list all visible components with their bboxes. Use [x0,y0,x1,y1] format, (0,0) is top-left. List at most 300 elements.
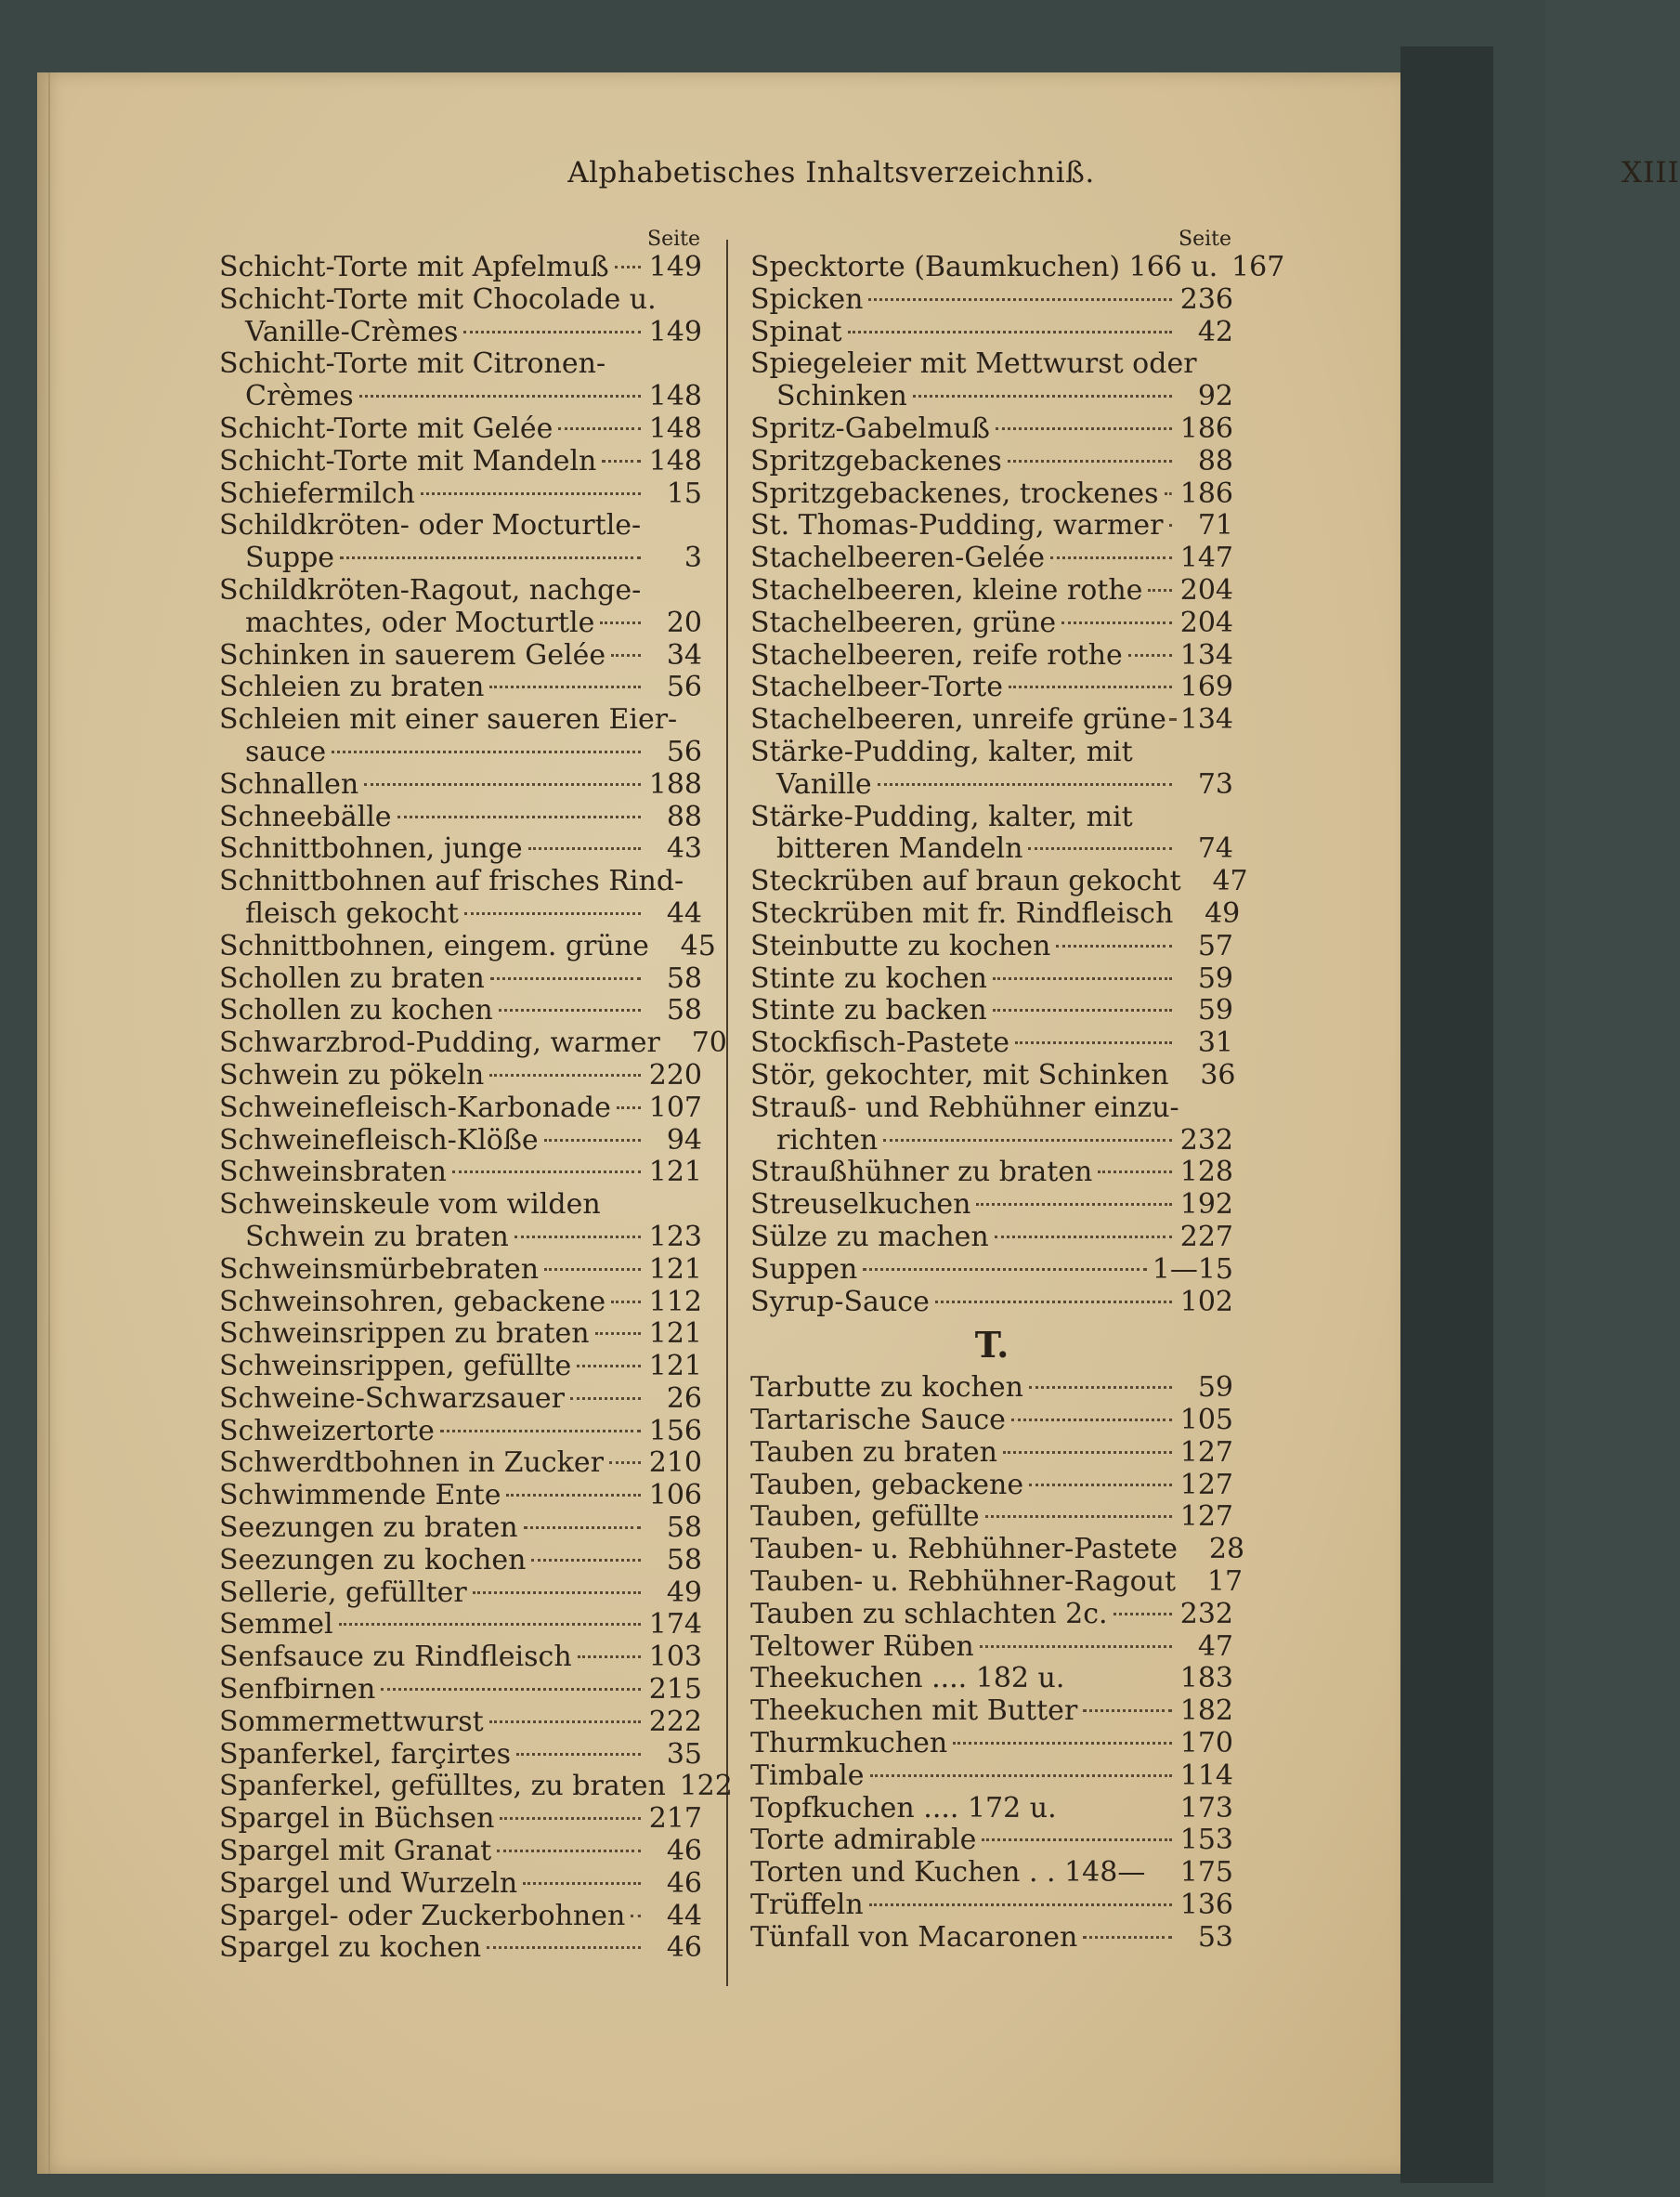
index-entry [750,802,1233,834]
index-entry [219,833,702,866]
dot-leader [913,394,1172,398]
entry-label: Schwein zu pökeln [219,1058,485,1092]
index-entry [750,317,1233,349]
index-entry [219,1609,702,1641]
index-entry [219,704,702,737]
entry-label: Strauß- und Rebhühner einzu- [750,1091,1179,1124]
dot-leader [985,1514,1172,1518]
entry-label: richten [776,1123,879,1157]
dot-leader [577,1364,641,1367]
entry-label: Schweine-Schwarzsauer [219,1381,565,1415]
index-entry [750,640,1233,673]
dot-leader [611,653,641,657]
index-column-left [219,228,733,1965]
entry-page-number: 45 [680,929,716,962]
entry-page-number: 103 [648,1641,702,1674]
entry-label: Tarbutte zu kochen [750,1371,1023,1405]
entry-page-number: 44 [666,1899,702,1932]
dot-leader [516,1752,641,1756]
entry-label: Steckrüben auf braun gekocht [750,865,1181,898]
entry-page-number: 156 [648,1414,702,1447]
entry-page-number: 47 [1197,1629,1233,1663]
entry-page-number: 121 [648,1252,702,1286]
entry-label: Schweinsohren, gebackene [219,1285,606,1318]
seite-label: Seite [1179,228,1231,251]
entry-page-number: 127 [1179,1468,1233,1501]
entry-page-number: 56 [666,671,702,704]
entry-label: Topfkuchen .... 172 u. [750,1791,1057,1824]
entry-label: Schinken in sauerem Gelée [219,638,606,672]
dot-leader [497,1849,641,1852]
entry-page-number: 217 [648,1802,702,1836]
index-entry [750,348,1233,381]
index-entry [219,575,702,608]
index-entry [750,1437,1233,1470]
entry-label: Straußhühner zu braten [750,1156,1093,1189]
dot-leader [558,426,641,430]
entry-page-number: 102 [1179,1285,1233,1318]
index-entry [219,510,702,543]
dot-leader [364,782,641,786]
entry-label: Tauben, gefüllte [750,1500,980,1534]
entry-page-number: 49 [666,1576,702,1609]
index-entry [750,478,1233,511]
entry-label: Timbale [750,1759,865,1792]
entry-label: Senfbirnen [219,1673,376,1707]
index-entry [750,865,1248,898]
entry-label: Streuselkuchen [750,1188,971,1222]
dot-leader [996,426,1172,430]
dot-leader [489,1073,641,1077]
dot-leader [500,1816,641,1820]
index-entry [750,1125,1233,1157]
index-entry [219,1836,702,1868]
index-entry [219,284,702,317]
entry-page-number: 236 [1179,282,1233,316]
entry-page-number: 58 [666,1543,702,1576]
index-entry [750,931,1233,963]
entry-label: Schildkröten-Ragout, nachge- [219,573,642,607]
entry-page-number: 20 [666,606,702,639]
entry-page-number: 232 [1179,1123,1233,1157]
index-entry [219,381,702,413]
entry-label: Schnallen [219,767,359,801]
entry-label: Schwerdtbohnen in Zucker [219,1446,604,1480]
entry-page-number: 123 [648,1220,702,1253]
entry-label: Tauben- u. Rebhühner-Pastete [750,1533,1179,1566]
index-entry [219,543,702,575]
dot-leader [1011,1418,1172,1421]
entry-page-number: 121 [648,1350,702,1383]
entry-label: Steinbutte zu kochen [750,929,1051,962]
dot-leader [617,1105,641,1109]
entry-label: Teltower Rüben [750,1629,974,1663]
dot-leader [848,330,1172,333]
index-entry [219,317,702,349]
entry-label: Stachelbeeren-Gelée [750,542,1046,575]
dot-leader [935,1300,1172,1303]
dot-leader [514,1235,641,1238]
dot-leader [863,1267,1146,1271]
entry-page-number: 34 [666,638,702,672]
entry-label: Theekuchen mit Butter [750,1694,1078,1728]
entry-label: Tauben zu braten [750,1435,997,1469]
entry-label: Theekuchen .... 182 u. [750,1662,1065,1695]
dot-leader [602,459,641,463]
dot-leader [595,1331,641,1335]
entry-page-number: 59 [1197,994,1233,1027]
index-entry [750,1760,1233,1793]
dot-leader [1061,621,1172,624]
index-entry [219,1545,702,1577]
entry-label: Trüffeln [750,1889,864,1922]
entry-page-number: 31 [1197,1027,1233,1060]
dot-leader [463,330,641,333]
index-entry [219,1287,702,1319]
index-entry [750,446,1233,478]
entry-label: St. Thomas-Pudding, warmer [750,509,1164,543]
entry-label: Stockfisch-Pastete [750,1027,1010,1060]
entry-label: Stachelbeeren, kleine rothe [750,573,1143,607]
entry-page-number: 210 [648,1446,702,1480]
entry-page-number: 149 [648,251,702,283]
entry-label: Torten und Kuchen . . 148— [750,1856,1146,1890]
entry-page-number: 57 [1197,929,1233,962]
entry-page-number: 46 [666,1931,702,1965]
dot-leader [421,491,641,495]
dot-leader [606,1205,641,1206]
index-entry [219,1868,702,1901]
entry-page-number: 42 [1197,315,1233,348]
index-entry [219,1318,702,1351]
entry-label: Suppe [245,542,335,575]
entry-label: Schnittbohnen, eingem. grüne [219,929,649,962]
dot-leader [340,556,641,559]
entry-label: Spargel zu kochen [219,1931,482,1965]
entry-label: Schwimmende Ente [219,1479,501,1512]
index-entry [750,1501,1233,1534]
dot-leader [609,1460,641,1464]
index-entry [750,1254,1233,1287]
entry-label: Schildkröten- oder Mocturtle- [219,509,642,543]
dot-leader [1083,1935,1172,1939]
dot-leader [1003,1450,1172,1454]
entry-label: Stinte zu kochen [750,961,987,995]
index-entry [219,1707,702,1739]
index-entry [750,704,1233,737]
dot-leader [1139,817,1172,818]
dot-leader [523,1881,641,1885]
entry-label: machtes, oder Mocturtle [245,606,595,639]
dot-leader [1056,944,1172,948]
entry-label: Seezungen zu kochen [219,1543,527,1576]
entry-label: Stachelbeeren, grüne [750,606,1057,639]
dot-leader [544,1138,641,1142]
entry-page-number: 43 [666,832,702,866]
entry-label: Tartarische Sauce [750,1404,1006,1437]
index-entry [219,1027,727,1060]
index-entry [750,1157,1233,1189]
dot-leader [464,911,641,915]
dot-leader [600,621,641,624]
dot-leader [397,815,641,818]
entry-label: Syrup-Sauce [750,1285,930,1318]
index-entry [219,802,702,834]
entry-page-number: 127 [1179,1435,1233,1469]
entry-page-number: 59 [1197,961,1233,995]
dot-leader [883,1138,1172,1142]
entry-label: Sellerie, gefüllter [219,1576,467,1609]
column-divider [726,240,728,1986]
entry-label: Stärke-Pudding, kalter, mit [750,735,1133,768]
entry-page-number: 88 [1197,444,1233,477]
index-entry [750,1695,1233,1728]
entry-label: Schinken [776,380,907,413]
dot-leader [499,1008,641,1012]
entry-label: Spritz-Gabelmuß [750,412,990,445]
dot-leader [615,265,641,268]
index-entry [750,995,1233,1027]
entry-page-number: 192 [1179,1188,1233,1222]
dot-leader [611,364,641,365]
entry-page-number: 105 [1179,1404,1233,1437]
entry-label: Schweinsmürbebraten [219,1252,540,1286]
dot-leader [544,1267,641,1271]
entry-page-number: 182 [1179,1694,1233,1728]
index-entry [219,737,702,769]
dot-leader [440,1429,641,1432]
entry-page-number: 186 [1179,412,1233,445]
index-entry [219,1803,702,1836]
entry-page-number: 147 [1179,542,1233,575]
entry-label: Stachelbeer-Torte [750,671,1003,704]
entry-label: Spargel- oder Zuckerbohnen [219,1899,626,1932]
entry-page-number: 47 [1212,865,1248,898]
dot-leader [995,1235,1172,1238]
dot-leader [490,976,641,980]
entry-page-number: 148 [648,412,702,445]
dot-leader [1050,556,1172,559]
dot-leader [1028,846,1172,850]
entry-page-number: 56 [666,735,702,768]
entry-page-number: 175 [1179,1856,1233,1890]
index-entry [219,1480,702,1512]
entry-page-number: 121 [648,1156,702,1189]
dot-leader [578,1654,641,1658]
entry-page-number: 53 [1197,1920,1233,1954]
entry-label: Senfsauce zu Rindfleisch [219,1641,572,1674]
index-entry [219,1512,702,1545]
entry-label: Specktorte (Baumkuchen) 166 u. [750,251,1218,283]
dot-leader [1148,588,1172,592]
entry-label: bitteren Mandeln [776,832,1023,866]
dot-leader [332,750,641,753]
entry-label: Spanferkel, gefülltes, zu braten [219,1770,666,1803]
entry-label: Vanille [776,767,872,801]
entry-page-number: 153 [1179,1824,1233,1857]
entry-label: Schweizertorte [219,1414,435,1447]
page-number: XIII [1621,156,1680,190]
index-entry [750,1922,1233,1955]
entry-page-number: 127 [1179,1500,1233,1534]
entry-page-number: 186 [1179,477,1233,510]
dot-leader [868,297,1172,301]
index-entry [750,413,1233,446]
index-entry [219,1092,702,1125]
entry-page-number: 49 [1205,896,1241,930]
entry-page-number: 71 [1197,509,1233,543]
entry-label: Schweinsrippen, gefüllte [219,1350,572,1383]
dot-leader [878,782,1172,786]
dot-leader [1083,1708,1172,1712]
entry-page-number: 134 [1179,638,1233,672]
index-entry [219,478,702,511]
dot-leader [1128,653,1172,657]
index-entry [750,510,1233,543]
entry-label: Spargel mit Granat [219,1835,492,1868]
page-gutter [48,72,50,2174]
index-column-right [750,228,1285,1955]
index-entry [219,1189,702,1222]
index-entry [219,1577,702,1610]
entry-page-number: 148 [648,444,702,477]
entry-label: Seezungen zu braten [219,1511,518,1545]
index-entry [219,1157,702,1189]
entry-label: Schicht-Torte mit Citronen- [219,347,606,381]
page-header [483,156,1680,193]
entry-label: Crèmes [245,380,354,413]
entry-label: Schweinefleisch-Klöße [219,1123,539,1157]
dot-leader [611,1300,641,1303]
dot-leader [1062,1809,1172,1810]
entry-label: Sommermettwurst [219,1705,484,1738]
entry-label: Spinat [750,315,842,348]
index-entry [750,1631,1233,1664]
entry-page-number: 122 [679,1770,733,1803]
entry-page-number: 46 [666,1835,702,1868]
entry-label: Schicht-Torte mit Apfelmuß [219,251,609,283]
index-entry [219,1383,702,1416]
seite-label: Seite [647,228,700,251]
entry-label: Spritzgebackenes, trockenes [750,477,1159,510]
entry-page-number: 58 [666,994,702,1027]
index-entry [750,608,1233,640]
dot-leader [1029,1385,1172,1389]
index-entry [219,640,702,673]
dot-leader [1070,1679,1172,1680]
dot-leader [631,1914,641,1917]
index-entry [219,1416,702,1448]
entry-label: Tauben- u. Rebhühner-Ragout [750,1565,1177,1599]
dot-leader [452,1170,641,1173]
entry-label: Schiefermilch [219,477,415,510]
dot-leader [976,1202,1172,1206]
page-title: Alphabetisches Inhaltsverzeichniß. [567,156,1095,190]
index-entry [219,963,702,996]
entry-label: Schicht-Torte mit Mandeln [219,444,597,477]
index-entry [219,1901,702,1933]
index-entry [750,1728,1233,1760]
entry-page-number: 36 [1200,1058,1236,1092]
dot-leader [487,1945,641,1949]
entry-label: Schweinefleisch-Karbonade [219,1091,611,1124]
entry-label: Spanferkel, farçirtes [219,1737,512,1771]
index-entry [750,963,1233,996]
entry-label: Spritzgebackenes [750,444,1002,477]
entry-label: Tauben, gebackene [750,1468,1024,1501]
index-entry [750,1663,1233,1695]
dot-leader [531,1558,641,1562]
entry-page-number: 107 [648,1091,702,1124]
entry-page-number: 15 [666,477,702,510]
index-entry [219,413,702,446]
entry-page-number: 227 [1179,1220,1233,1253]
entry-label: Stör, gekochter, mit Schinken [750,1058,1169,1092]
index-entry [750,1824,1233,1857]
dot-leader [993,1008,1172,1012]
dot-leader [339,1622,641,1626]
entry-page-number: 220 [648,1058,702,1092]
index-entry [750,1287,1233,1319]
index-entry [219,1932,702,1965]
entry-label: Stachelbeeren, unreife grüne [750,703,1166,737]
entry-label: Schollen zu braten [219,961,485,995]
dot-leader [528,846,641,850]
dot-leader [1008,459,1172,463]
entry-page-number: 74 [1197,832,1233,866]
entry-label: Tauben zu schlachten 2c. [750,1597,1108,1630]
dot-leader [489,1720,641,1723]
entry-page-number: 170 [1179,1727,1233,1760]
index-entry [750,575,1233,608]
entry-page-number: 188 [648,767,702,801]
dot-leader [381,1687,641,1691]
index-entry [750,381,1233,413]
index-entry [219,252,702,284]
entry-label: Schicht-Torte mit Chocolade u. [219,282,657,316]
entry-page-number: 17 [1206,1565,1244,1599]
entry-page-number: 174 [648,1608,702,1641]
index-entry [750,1222,1233,1254]
index-entry [219,1060,702,1092]
index-entry [219,608,702,640]
entry-page-number: 59 [1197,1371,1233,1405]
index-entry [219,1739,702,1772]
entry-page-number: 204 [1179,606,1233,639]
index-entry [750,543,1233,575]
entry-page-number: 73 [1197,767,1233,801]
entry-label: Schweinsbraten [219,1156,447,1189]
entry-page-number: 94 [666,1123,702,1157]
index-entry [219,348,702,381]
entry-label: Tünfall von Macaronen [750,1920,1078,1954]
index-entry [219,1770,733,1803]
index-entry [219,1641,702,1674]
dot-leader [524,1525,641,1529]
entry-label: Stärke-Pudding, kalter, mit [750,800,1133,833]
entry-label: Schnittbohnen auf frisches Rind- [219,865,684,898]
dot-leader [473,1590,641,1594]
index-entry [750,769,1233,802]
index-entry [750,1405,1233,1437]
index-entry [750,251,1285,284]
entry-page-number: 3 [684,542,702,575]
index-entry [219,898,702,931]
entry-page-number: 204 [1179,573,1233,607]
dot-leader [1169,523,1173,527]
entry-label: Torte admirable [750,1824,977,1857]
entry-label: Spicken [750,282,864,316]
